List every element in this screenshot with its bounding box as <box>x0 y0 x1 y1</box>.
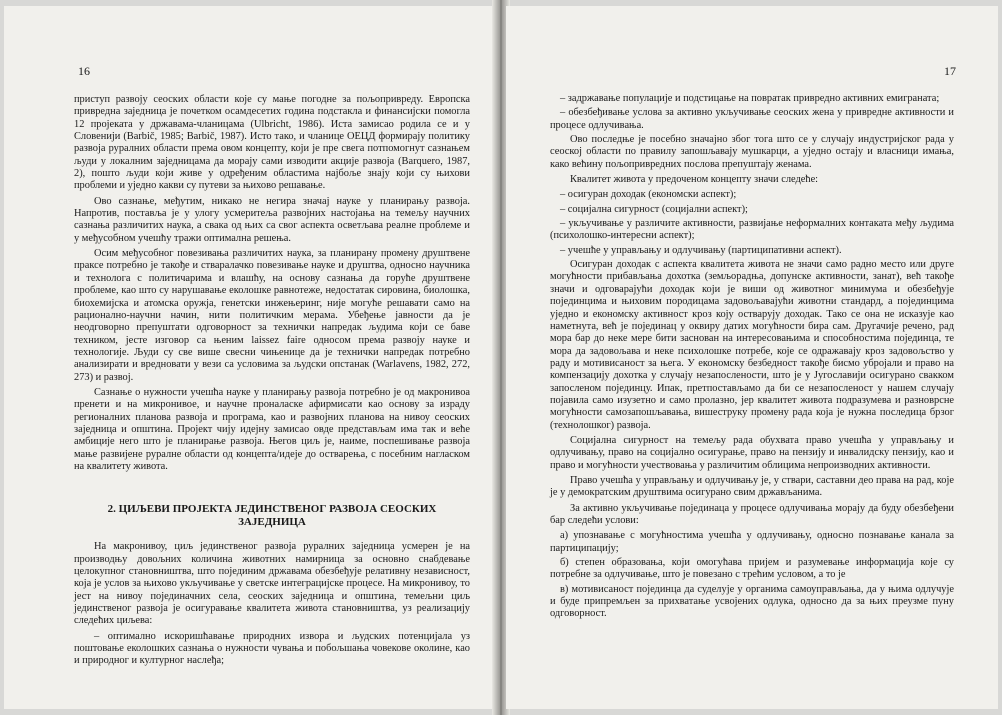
list-item: б) степен образовања, који омогућава пријем и разумевање информација које су потребне за одлучивање, што је повезано с трећим условом, а то је <box>550 557 954 581</box>
goals-list <box>550 93 954 132</box>
paragraph: Право учешћа у управљању и одлучивању је, у ствари, саставни део права на рад, које је у демократским друштвима осигурано свим држављанима. <box>550 474 954 499</box>
paragraph: На макронивоу, циљ јединственог развоја руралних заједница усмерен је на производњу довољних количина животних намирница за основно снабдевање целокупног становништва, што појединим државама обезбеђује релативну независност, која је услов за њихово укључивање у светске интеграцијске процесе. На микронивоу, то јест на нивоу појединачних села, сеоских заједница и општина, темељни циљ јединственог развоја је осигуравање квалитета живота становништва, уз реализацију следећих циљева: <box>74 541 470 627</box>
paragraph: За активно укључивање појединаца у процесе одлучивања морају да буду обезбеђени бар следећи услови: <box>550 502 954 526</box>
list-item: в) мотивисаност појединца да суделује у органима самоуправљања, да у њима одлучује и буде припремљен за прихватање усвојених одлука, односно да за њих преузме пуну одговорност. <box>550 583 954 620</box>
quality-list <box>550 189 954 257</box>
paragraph: Осигуран доходак с аспекта квалитета живота не значи само радно место или друге могућности прибављања дохотка (земљорадња, допунске активности, занат), већ такође значи и одговарајући доходак који је виши од животног минимума и обезбеђује појединцима и њиховим породицама задовољавајући животни стандард, а појединцима уједно и економску активност кроз коју остварују доходак. Тако се она не исказује као наметнута, већ је појединац у оквиру датих могућности бира сам. Другачије речено, рад мора бар до неке мере бити заснован на интересовањима и способностима појединца, те мора да задовољава и неке психолошке потребе, које се одражавају кроз задовољство у раду и мотивисаност за њега. У економску безбедност такође бисмо убројали и право на компензацију дохотка у случају незапослености, што је у Југославији осигурано свакком запосленом појединцу. Ипак, претпостављамо да би се незапосленост у нашем случају појавила само изузетно и само пролазно, јер квалитет живота подразумева и разноврсне могућности самозапошљавања, вишеструку промену рада која је нужна последица брзог (технолошког) развоја. <box>550 259 954 431</box>
list-item: – укључивање у различите активности, развијање неформалних контаката међу људима (психолошко-интересни аспект); <box>550 218 954 242</box>
paragraph: Квалитет живота у предоченом концепту значи следеће: <box>570 174 819 186</box>
right-page <box>506 6 998 709</box>
list-item: – оптимално искоришћавање природних извора и људских потенцијала уз поштовање еколошких сазнања о нужности чувања и побољшања човекове околине, као и природног и културног наслеђа; <box>74 630 470 667</box>
paragraph: Сазнање о нужности учешћа науке у планирању развоја потребно је од макронивоа пренети и на микронивое, и научне проналаске афирмисати као основу за израду регионалних планова развоја и програма, као и развојних планова на нивоу сеоских заједница и општина. Пројект чију идејну замисао овде представљам има так и веће амбиције него што је планирање развоја. Његов циљ је, наиме, поспешивање развоја мање развијене руралне области од концепта/идеје до остварења, с посебним нагласком на квалитету живота. <box>74 386 470 472</box>
left-page-body <box>74 94 470 671</box>
paragraph: Социјална сигурност на темељу рада обухвата право учешћа у управљању и одлучивању, право на социјално осигурање, право на пензију и инвалидску пензију, као и право и могућности учествовања у различитим облицима непроизводних активности. <box>550 434 954 471</box>
paragraph: Ово последње је посебно значајно због тога што се у случају индустријског рада у сеоској области по правилу запошљавају мушкарци, а уједно остају и власници имања, како већину пољопривредних послова препуштају женама. <box>550 134 954 170</box>
page-number: 16 <box>78 64 90 78</box>
right-page-body <box>550 93 954 623</box>
paragraph: Ово сазнање, међутим, никако не негира значај науке у планирању развоја. Напротив, поставља је у улогу усмеритеља развојних настојања на темељу научних сазнања различитих наука, а свака од њих са свог аспекта осветљава реалне проблеме и у међусобном учешћу тражи оптимална решења. <box>74 195 470 244</box>
list-item: – осигуран доходак (економски аспект); <box>560 189 737 201</box>
list-item: – обезбеђивање услова за активно укључивање сеоских жена у привредне активности и процесе одлучивања. <box>550 107 954 131</box>
page-number: 17 <box>944 64 956 78</box>
section-heading: 2. ЦИЉЕВИ ПРОЈЕКТА ЈЕДИНСТВЕНОГ РАЗВОЈА СЕОСКИХ ЗАЈЕДНИЦА <box>107 503 437 529</box>
conditions-list <box>550 530 954 620</box>
list-item: а) упознавање с могућностима учешћа у одлучивању, односно познавање канала за партиципацију; <box>550 530 954 554</box>
paragraph: приступ развоју сеоских области које су мање погодне за пољопривреду. Европска привредна заједница је почетком осамдесетих година подстакла и финансијски помогла 12 пројеката у државама-чланицама (Ulbricht, 1986). Иста замисао родила се и у Словенији (Barbič, 1985; Barbič, 1987). Исто тако, и чланице ОЕЦД формирају политику развоја руралних области према овом концепту, који је пре свега потпомогнут сазнањем људи у локалним заједницама да морају сами изводити акције развоја (Barquero, 1987, 2), пошто људи који живе у одређеним областима најбоље знају који су њихови проблеми и уједно какви су путеви за њихово решавање. <box>74 94 470 192</box>
list-item: – социјална сигурност (социјални аспект); <box>560 203 748 215</box>
left-page <box>4 6 496 709</box>
paragraph: Осим међусобног повезивања различитих наука, за планирану промену друштвене праксе потребно је такође и стваралачко повезивање науке и друштва, односно научника и технолога с политичарима и влашћу, на основу сазнања да горуће друштвене проблеме, као што су нарушавање еколошке равнотеже, недостатак сировина, биолошка, биохемијска и атомска оружја, генетски инжењеринг, није могуће решавати само на рационално-научни начин, нити политичким мерама. Убеђење јавности да је неодговорно препуштати одговорност за технички напредак људима који се баве техником, јесте изговор са њеним laissez faire односом према развоју науке и технологије. Људи су све више свесни чињенице да је технички напредак потребно анализирати и вредновати у вези са условима за људски опстанак (Warlavens, 1982, 272, 273) и развој. <box>74 248 470 383</box>
list-item: – учешће у управљању и одлучивању (партиципативни аспект). <box>560 244 842 256</box>
list-item: – задржавање популације и подстицање на повратак привредно активних емиграната; <box>560 93 940 104</box>
